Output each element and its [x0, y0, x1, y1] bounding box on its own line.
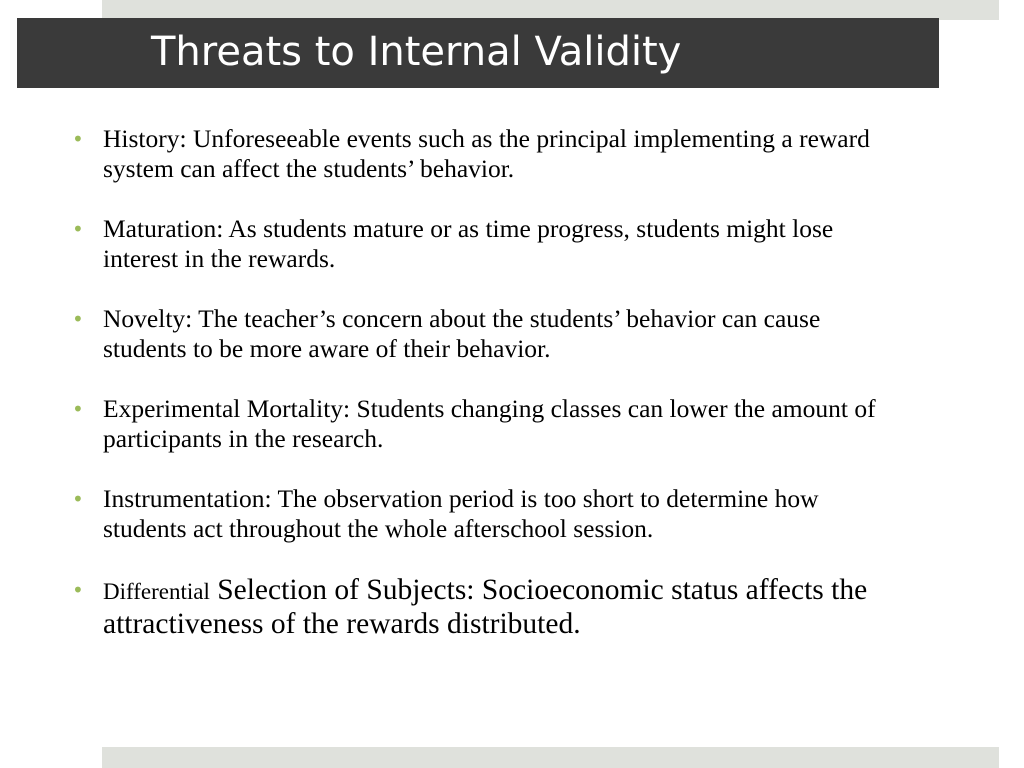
bullet-text: Maturation: As students mature or as time progress, students might lose interest in the rewards.	[103, 214, 834, 273]
bullet-list	[72, 124, 892, 671]
bullet-text: Novelty: The teacher’s concern about the students’ behavior can cause students to be more aware of their behavior.	[103, 304, 821, 363]
bullet-text: History: Unforeseeable events such as the principal implementing a reward system can affect the students’ behavior.	[103, 124, 870, 183]
bullet-icon: •	[72, 397, 84, 421]
bullet-item-differential-selection	[72, 574, 892, 641]
bullet-item-maturation	[72, 214, 892, 274]
bullet-icon: •	[72, 127, 84, 151]
slide-title: Threats to Internal Validity	[151, 29, 682, 75]
top-decorative-band	[102, 0, 999, 20]
bullet-icon: •	[72, 578, 84, 602]
bullet-item-instrumentation	[72, 484, 892, 544]
bullet-icon: •	[72, 307, 84, 331]
bullet-item-history	[72, 124, 892, 184]
bullet-item-novelty	[72, 304, 892, 364]
bottom-decorative-band	[102, 747, 999, 768]
bullet-text: Selection of Subjects: Socioeconomic status affects the attractiveness of the rewards distributed.	[103, 574, 868, 640]
bullet-text: Experimental Mortality: Students changing classes can lower the amount of participants in the research.	[103, 394, 876, 453]
bullet-item-experimental-mortality	[72, 394, 892, 454]
bullet-icon: •	[72, 217, 84, 241]
bullet-icon: •	[72, 487, 84, 511]
bullet-text-prefix: Differential	[103, 579, 210, 604]
bullet-text: Instrumentation: The observation period is too short to determine how students act throughout the whole afterschool session.	[103, 484, 819, 543]
